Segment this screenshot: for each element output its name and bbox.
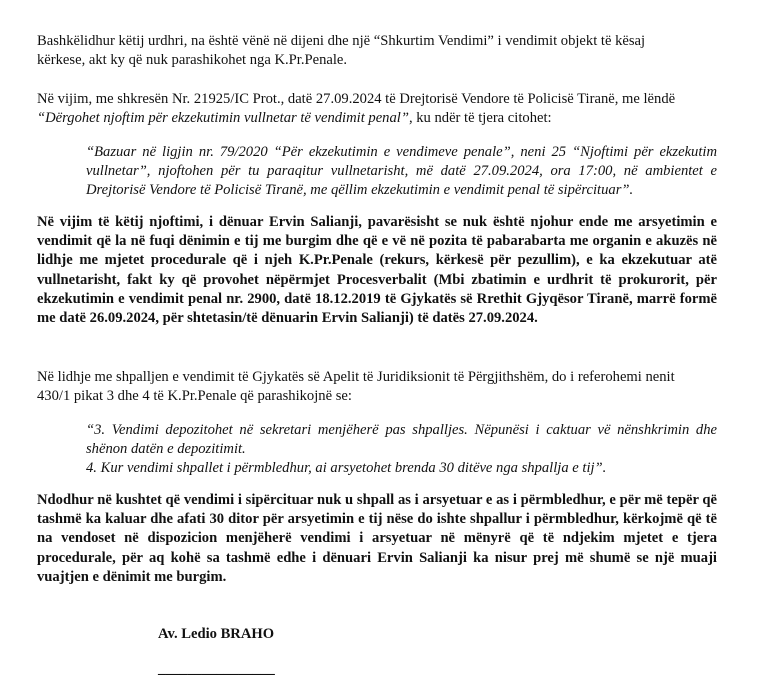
paragraph-3 bbox=[37, 213, 717, 328]
paragraph-4-line-1: Në lidhje me shpalljen e vendimit të Gjykatës së Apelit të Juridiksionit të Përgjithshëm, do i referohemi nenit bbox=[37, 369, 675, 385]
quote-2-point-3: “3. Vendimi depozitohet në sekretari menjëherë pas shpalljes. Nëpunësi i caktuar vë nënshkrimin dhe shënon datën e depozitimit. bbox=[86, 422, 717, 458]
signature-line: ________________ bbox=[158, 661, 275, 678]
paragraph-4 bbox=[37, 368, 717, 406]
paragraph-2-line-1: Në vijim, me shkresën Nr. 21925/IC Prot., datë 27.09.2024 të Drejtorisë Vendore të Policisë Tiranë, me lëndë bbox=[37, 91, 676, 107]
paragraph-1 bbox=[37, 32, 717, 70]
paragraph-4-line-2: 430/1 pikat 3 dhe 4 të K.Pr.Penale që parashikojnë se: bbox=[37, 388, 352, 405]
paragraph-3-text: Në vijim të këtij njoftimi, i dënuar Ervin Salianji, pavarësisht se nuk është njohur ende me arsyetimin e vendimit që la në fuqi dënimin e tij me burgim dhe që e vë në pozita të pabarabarta me organin e akuzës në lidhje me mjetet procedurale që i njeh K.Pr.Penale (rekurs, kërkesë për pezullim), e ka ekzekutuar atë vullnetarisht, fakt ky që provohet nëpërmjet Procesverbalit (Mbi zbatimin e urdhrit të prokurorit, për ekzekutimin e vendimit penal nr. 2900, datë 18.12.2019 të Gjykatës së Rrethit Gjyqësor Tiranë, marrë formë me datë 26.09.2024, për shtetasin/të dënuarin Ervin Salianji) të datës 27.09.2024. bbox=[37, 214, 717, 327]
quote-2-point-4: 4. Kur vendimi shpallet i përmbledhur, ai arsyetohet brenda 30 ditëve nga shpallja e tij”. bbox=[86, 460, 607, 477]
letter-subject: “Dërgohet njoftim për ekzekutimin vullnetar të vendimit penal” bbox=[37, 110, 409, 127]
paragraph-5-text: Ndodhur në kushtet që vendimi i sipërcituar nuk u shpall as i arsyetuar e as i përmbledhur, e për më tepër që tashmë ka kaluar dhe afati 30 ditor për arsyetimin e tij nëse do ishte shpallur i përmbledhur, kërkojmë që të na vendoset në dispozicion menjëherë vendimi i arsyetuar në mënyrë që të ndjekim mjetet e tjera procedurale, për aq kohë sa tashmë edhe i dënuari Ervin Salianji ka nisur prej më shumë se një muaji vuajtjen e dënimit me burgim. bbox=[37, 492, 717, 585]
quote-2 bbox=[86, 421, 717, 479]
paragraph-1-line-1: Bashkëlidhur këtij urdhri, na është vënë në dijeni dhe një “Shkurtim Vendimi” i vendimit objekt të kësaj bbox=[37, 33, 646, 49]
quote-1-text: “Bazuar në ligjin nr. 79/2020 “Për ekzekutimin e vendimeve penale”, neni 25 “Njoftimi për ekzekutim vullnetar”, njoftohen për tu paraqitur vullnetarisht, më datë 27.09.2024, ora 17:00, në ambientet e Drejtorisë Vendore të Policisë Tiranë, me qëllim ekzekutimin e vendimit penal të sipërcituar”. bbox=[86, 144, 717, 199]
paragraph-2 bbox=[37, 90, 717, 128]
paragraph-2-line-2-rest: , ku ndër të tjera citohet: bbox=[408, 110, 552, 127]
quote-1 bbox=[86, 143, 717, 201]
signature-name: Av. Ledio BRAHO bbox=[158, 626, 275, 642]
paragraph-1-line-2: kërkese, akt ky që nuk parashikohet nga K.Pr.Penale. bbox=[37, 52, 348, 69]
paragraph-5 bbox=[37, 491, 717, 587]
signature-block bbox=[158, 625, 458, 679]
paragraph-2-line-2 bbox=[37, 109, 717, 128]
